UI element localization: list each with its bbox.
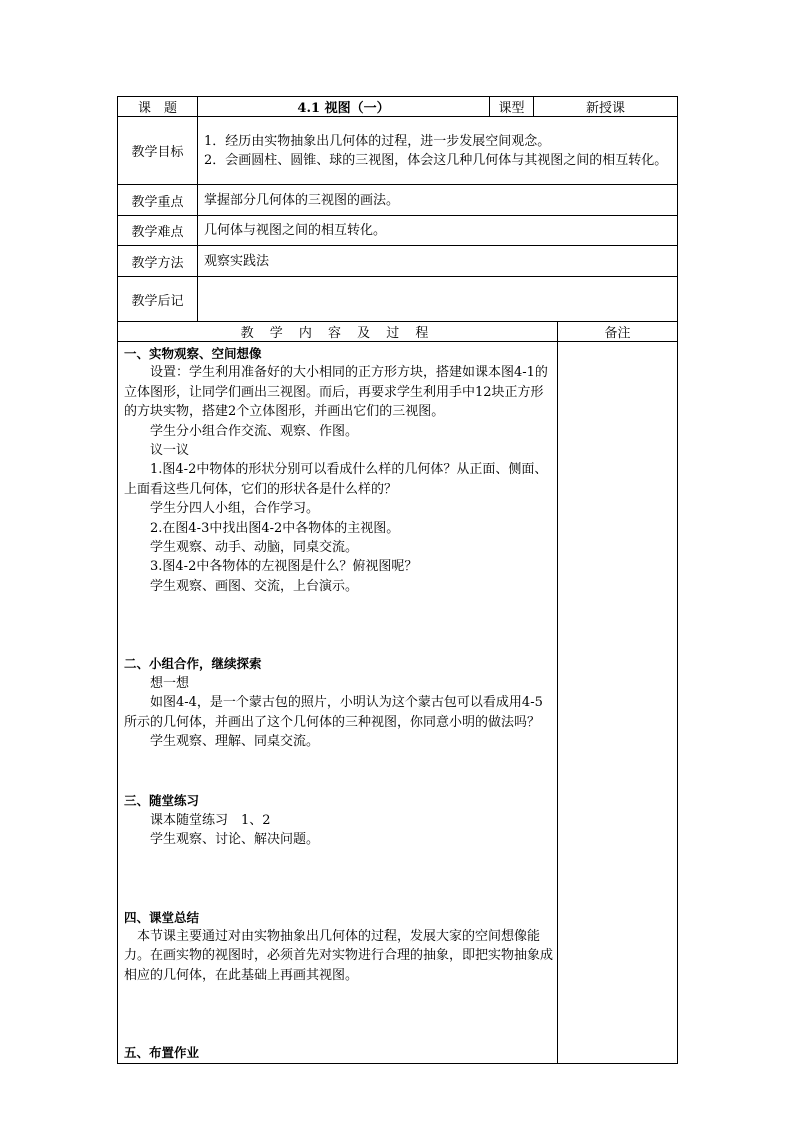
type-value: 新授课	[534, 97, 678, 117]
notes-value	[198, 277, 678, 322]
notes-row	[118, 277, 678, 322]
s3-paragraph-2: 学生观察、讨论、解决问题。	[150, 832, 320, 848]
difficulty-label: 教学难点	[118, 216, 198, 246]
s2-paragraph-2: 如图4-4，是一个蒙古包的照片，小明认为这个蒙古包可以看成用4-5所示的几何体，并画出了这个几何体的三种视图，你同意小明的做法吗？	[124, 695, 543, 730]
section-5-title: 五、布置作业	[124, 1045, 200, 1061]
s1-paragraph-3: 议一议	[150, 443, 190, 459]
s3-paragraph-1: 课本随堂练习 1、2	[150, 812, 271, 828]
s1-paragraph-8: 3.图4-2中各物体的左视图是什么？俯视图呢？	[150, 559, 418, 575]
content-header: 教 学 内 容 及 过 程	[118, 322, 558, 342]
topic-row	[118, 97, 678, 117]
s1-paragraph-7: 学生观察、动手、动脑，同桌交流。	[150, 540, 359, 556]
remarks-header: 备注	[558, 322, 678, 342]
s1-paragraph-5: 学生分四人小组，合作学习。	[150, 501, 320, 517]
process-content	[118, 342, 558, 1064]
difficulty-row	[118, 216, 678, 246]
section-4-title: 四、课堂总结	[124, 909, 200, 925]
topic-label: 课 题	[118, 97, 198, 117]
topic-value: 4.1 视图（一）	[198, 97, 490, 117]
focus-value: 掌握部分几何体的三视图的画法。	[198, 185, 678, 216]
s1-paragraph-1: 设置：学生利用准备好的大小相同的正方形方块，搭建如课本图4-1的立体图形，让同学们画出三视图。而后，再要求学生利用手中12块正方形的方块实物，搭建2个立体图形，并画出它们的三视图。	[124, 365, 548, 420]
method-value: 观察实践法	[198, 246, 678, 277]
s2-paragraph-3: 学生观察、理解、同桌交流。	[150, 733, 320, 749]
goals-row	[118, 117, 678, 185]
remarks-column	[558, 342, 678, 1064]
s1-paragraph-9: 学生观察、画图、交流，上台演示。	[150, 578, 359, 594]
section-2-title: 二、小组合作，继续探索	[124, 656, 262, 672]
s1-paragraph-6: 2.在图4-3中找出图4-2中各物体的主视图。	[150, 520, 400, 536]
method-row	[118, 246, 678, 277]
process-header-row	[118, 322, 678, 342]
goal-2: 2．会画圆柱、圆锥、球的三视图，体会这几种几何体与其视图之间的相互转化。	[204, 152, 668, 168]
type-label: 课型	[490, 97, 534, 117]
focus-label: 教学重点	[118, 185, 198, 216]
notes-label: 教学后记	[118, 277, 198, 322]
goal-1: 1．经历由实物抽象出几何体的过程，进一步发展空间观念。	[204, 133, 551, 149]
s1-paragraph-2: 学生分小组合作交流、观察、作图。	[150, 423, 359, 439]
section-1-title: 一、实物观察、空间想像	[124, 346, 262, 361]
method-label: 教学方法	[118, 246, 198, 277]
focus-row	[118, 185, 678, 216]
difficulty-value: 几何体与视图之间的相互转化。	[198, 216, 678, 246]
lesson-plan-table	[117, 96, 678, 1064]
goals-value	[198, 117, 678, 185]
process-body-row	[118, 342, 678, 1064]
section-3-title: 三、随堂练习	[124, 793, 200, 809]
goals-label: 教学目标	[118, 117, 198, 185]
s1-paragraph-4: 1.图4-2中物体的形状分别可以看成什么样的几何体？从正面、侧面、上面看这些几何体，它们的形状各是什么样的？	[124, 462, 548, 497]
s2-paragraph-1: 想一想	[150, 675, 190, 691]
s4-paragraph-1: 本节课主要通过对由实物抽象出几何体的过程，发展大家的空间想像能力。在画实物的视图时，必须首先对实物进行合理的抽象，即把实物抽象成相应的几何体，在此基础上再画其视图。	[124, 928, 554, 983]
